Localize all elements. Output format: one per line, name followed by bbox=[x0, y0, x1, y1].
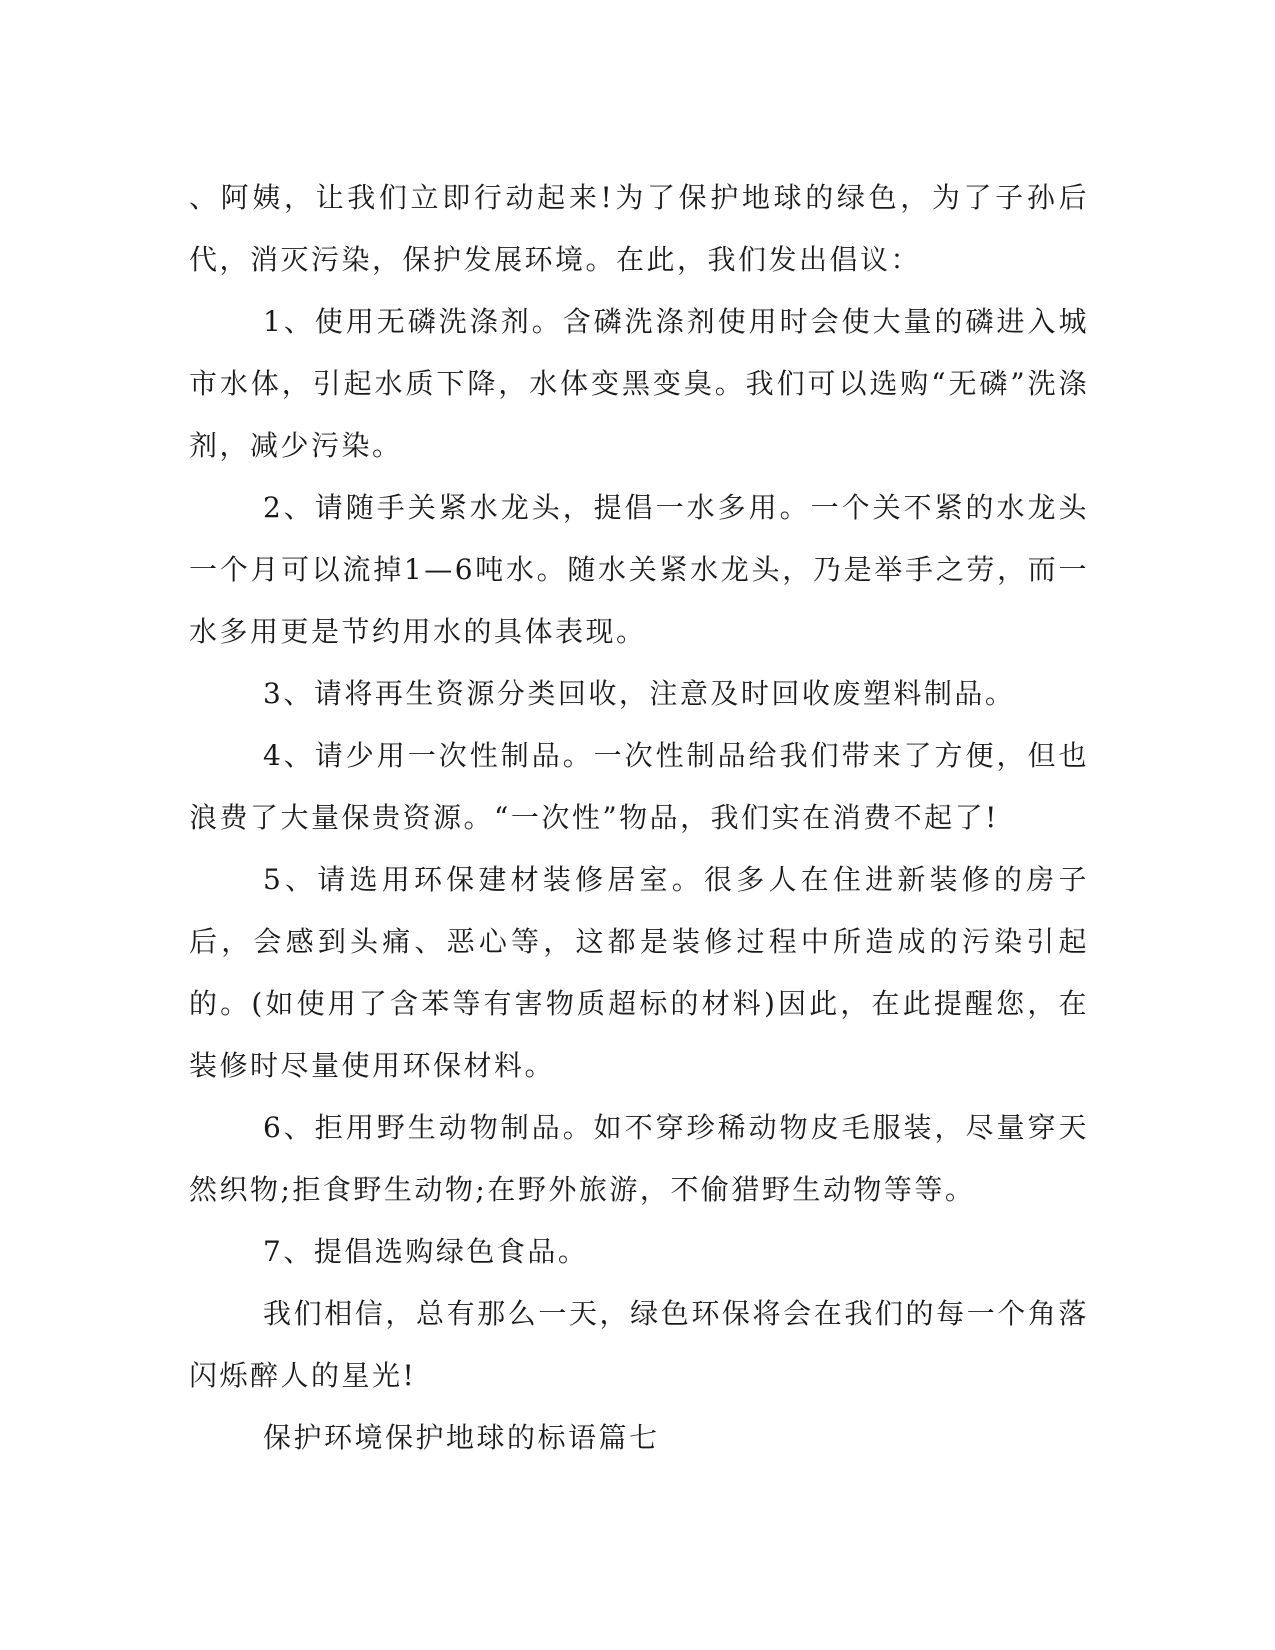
paragraph-item-1: 1、使用无磷洗涤剂。含磷洗涤剂使用时会使大量的磷进入城市水体，引起水质下降，水体变黑变臭。我们可以选购“无磷”洗涤剂，减少污染。 bbox=[189, 305, 1089, 462]
paragraph-conclusion: 我们相信，总有那么一天，绿色环保将会在我们的每一个角落闪烁醉人的星光! bbox=[189, 1297, 1089, 1392]
paragraph-item-4: 4、请少用一次性制品。一次性制品给我们带来了方便，但也浪费了大量保贵资源。“一次性”物品，我们实在消费不起了! bbox=[189, 739, 1089, 834]
paragraph-item-2: 2、请随手关紧水龙头，提倡一水多用。一个关不紧的水龙头一个月可以流掉1—6吨水。随水关紧水龙头，乃是举手之劳，而一水多用更是节约用水的具体表现。 bbox=[189, 491, 1089, 648]
paragraph-item-5: 5、请选用环保建材装修居室。很多人在住进新装修的房子后，会感到头痛、恶心等，这都是装修过程中所造成的污染引起的。(如使用了含苯等有害物质超标的材料)因此，在此提醒您，在装修时尽量使用环保材料。 bbox=[189, 863, 1089, 1082]
paragraph-item-7: 7、提倡选购绿色食品。 bbox=[263, 1235, 589, 1268]
document-body bbox=[189, 167, 1089, 1469]
paragraph-intro-continued: 、阿姨，让我们立即行动起来!为了保护地球的绿色，为了子孙后代，消灭污染，保护发展环境。在此，我们发出倡议： bbox=[189, 181, 1089, 276]
paragraph-item-6: 6、拒用野生动物制品。如不穿珍稀动物皮毛服装，尽量穿天然织物;拒食野生动物;在野外旅游，不偷猎野生动物等等。 bbox=[189, 1111, 1089, 1206]
paragraph-item-3: 3、请将再生资源分类回收，注意及时回收废塑料制品。 bbox=[263, 677, 1016, 710]
section-heading: 保护环境保护地球的标语篇七 bbox=[263, 1421, 660, 1454]
